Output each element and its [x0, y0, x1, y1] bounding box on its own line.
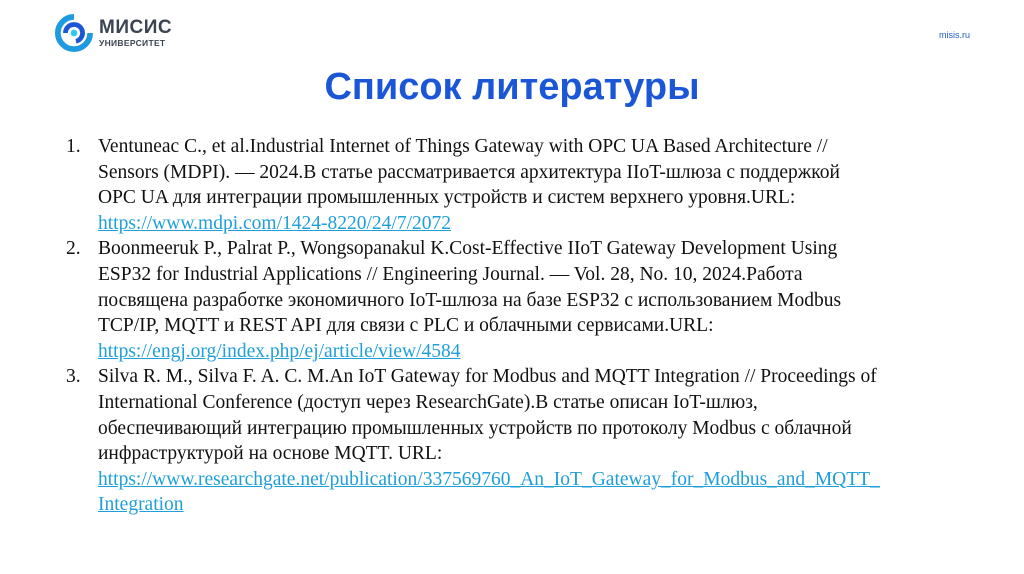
reference-text: Boonmeeruk P., Palrat P., Wongsopanakul K.Cost-Effective IIoT Gateway Development Using	[98, 238, 838, 260]
reference-url-link[interactable]: https://www.mdpi.com/1424-8220/24/7/2072	[98, 212, 451, 234]
reference-url-link[interactable]: https://engj.org/index.php/ej/article/view/4584	[98, 340, 461, 362]
reference-text: Sensors (MDPI). — 2024.В статье рассматривается архитектура IIoT-шлюза с поддержкой	[98, 161, 840, 183]
reference-text: посвящена разработке экономичного IoT-шлюза на базе ESP32 с использованием Modbus	[98, 289, 842, 311]
logo-name: МИСИС	[99, 17, 173, 39]
reference-text: Silva R. M., Silva F. A. C. M.An IoT Gateway for Modbus and MQTT Integration // Proceedings of	[98, 366, 877, 388]
reference-url-link[interactable]: https://www.researchgate.net/publication/337569760_An_IoT_Gateway_for_Modbus_and_MQTT_	[98, 468, 880, 490]
reference-text: обеспечивающий интеграцию промышленных устройств по протоколу Modbus с облачной	[98, 417, 852, 439]
reference-number: 2.	[66, 238, 81, 260]
reference-text: OPC UA для интеграции промышленных устройств и систем верхнего уровня.URL:	[98, 187, 796, 209]
reference-item	[66, 134, 986, 236]
misis-logo-icon	[55, 14, 93, 52]
logo-subtitle: УНИВЕРСИТЕТ	[99, 38, 166, 49]
page-title: Список литературы	[324, 66, 700, 108]
reference-text: Ventuneac C., et al.Industrial Internet of Things Gateway with OPC UA Based Architecture //	[98, 136, 828, 157]
reference-number: 1.	[66, 136, 81, 157]
reference-text: International Conference (доступ через ResearchGate).В статье описан IoT-шлюз,	[98, 391, 758, 413]
reference-text: TCP/IP, MQTT и REST API для связи с PLC и облачными сервисами.URL:	[98, 315, 714, 337]
reference-text: инфраструктурой на основе MQTT. URL:	[98, 443, 443, 465]
reference-item	[66, 364, 986, 518]
reference-list	[66, 134, 986, 518]
reference-number: 3.	[66, 366, 81, 388]
reference-url-link[interactable]: Integration	[98, 494, 184, 516]
site-link[interactable]: misis.ru	[939, 30, 970, 40]
university-logo	[55, 14, 172, 52]
reference-item	[66, 236, 986, 364]
reference-text: ESP32 for Industrial Applications // Engineering Journal. — Vol. 28, No. 10, 2024.Работа	[98, 263, 803, 285]
